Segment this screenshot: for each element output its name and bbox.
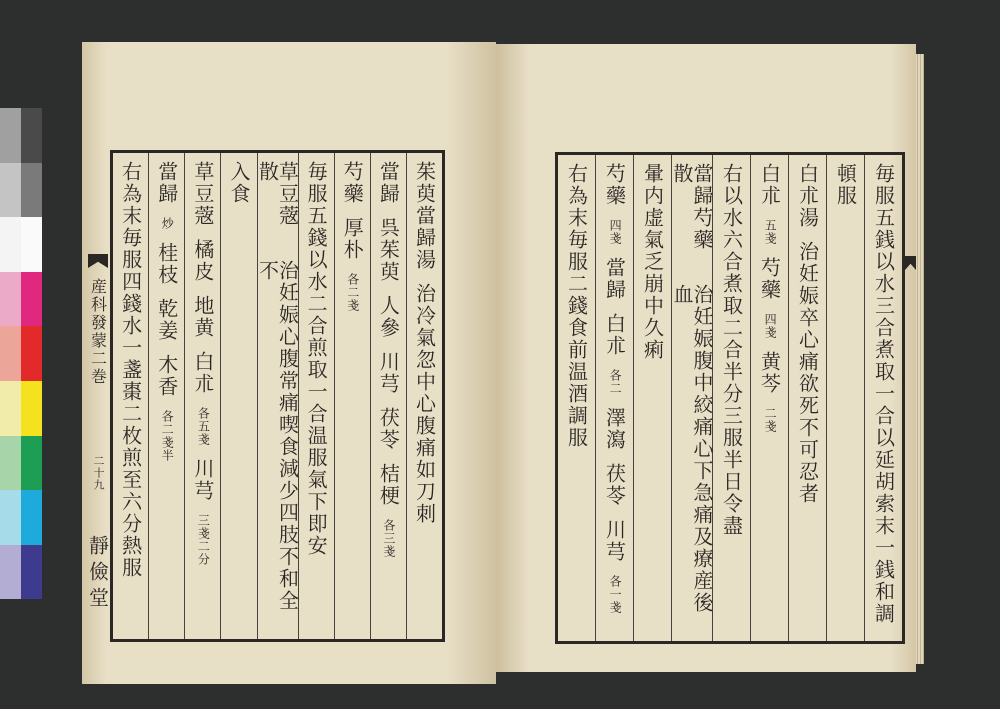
left-page: [82, 42, 496, 684]
text-segment: 乾姜: [154, 298, 179, 342]
text-segment: 當歸: [154, 161, 179, 205]
text-segment: 川芎: [376, 351, 401, 395]
text-column: [864, 155, 902, 641]
text-column: [712, 155, 750, 641]
color-calibration-strip: [0, 108, 42, 600]
text-segment: 治妊娠腹中絞痛心下急痛及療産後血: [670, 284, 714, 615]
text-column: [148, 153, 184, 639]
color-patch: [0, 381, 21, 436]
color-patch: [0, 163, 21, 218]
fishtail-mark: [88, 254, 108, 268]
text-segment: 治冷氣忽中心腹痛如刀刺: [412, 283, 437, 525]
text-segment: 川芎: [190, 458, 215, 502]
text-segment: 入食: [226, 161, 251, 205]
dosage-note: 三戔二分: [196, 514, 211, 566]
dosage-note: 二戔: [763, 407, 778, 433]
text-segment: 右以水六合煮取二合半分三服半日令盡: [719, 163, 744, 537]
color-patch: [21, 490, 42, 545]
publisher-name: 靜儉堂: [85, 535, 110, 613]
dosage-note: 各三戔: [381, 519, 396, 558]
folio-number: 二十九: [92, 455, 105, 491]
text-column: [113, 153, 148, 639]
text-column: [334, 153, 370, 639]
text-frame: [110, 150, 445, 642]
text-segment: 橘皮: [190, 239, 215, 283]
color-patch: [21, 217, 42, 272]
text-segment: 茯苓: [602, 463, 627, 507]
color-patch: [0, 436, 21, 491]
text-segment: 茱萸當歸湯: [412, 161, 437, 271]
text-segment: 毎服五錢以水二合煎取一合温服氣下即安: [304, 161, 329, 557]
text-column: [633, 155, 671, 641]
text-segment: 草豆蔲散: [255, 161, 300, 227]
text-segment: 桔梗: [376, 463, 401, 507]
text-segment: 桂枝: [154, 242, 179, 286]
text-segment: 草豆蔲: [190, 161, 215, 227]
color-patch: [21, 545, 42, 600]
text-segment: 澤瀉: [602, 407, 627, 451]
color-patch: [0, 490, 21, 545]
color-patch: [21, 326, 42, 381]
color-patch: [0, 545, 21, 600]
color-patch: [21, 436, 42, 491]
color-patch: [21, 272, 42, 327]
text-segment: 芍藥: [602, 163, 627, 207]
fold-margin: [86, 150, 110, 642]
text-segment: 白朮: [757, 163, 782, 207]
text-segment: 治妊娠卒心痛欲死不可忍者: [795, 241, 820, 505]
right-page: [496, 44, 916, 672]
text-segment: 白朮湯: [795, 163, 820, 229]
text-column: [671, 155, 712, 641]
text-segment: 地黄: [190, 295, 215, 339]
text-segment: 頓服: [833, 163, 858, 207]
fold-margin: [905, 152, 916, 644]
dosage-note: 四戔: [763, 313, 778, 339]
text-segment: 治妊娠心腹常痛喫食減少四肢不和全不: [255, 260, 300, 613]
text-segment: 右為末毎服二錢食前温酒調服: [564, 163, 589, 449]
dosage-note: 炒: [160, 217, 175, 230]
text-segment: 當歸: [602, 257, 627, 301]
text-column: [184, 153, 220, 639]
text-segment: 呉茱萸: [376, 217, 401, 283]
text-segment: 毎服五銭以水三合煮取一合以延胡索末一銭和調: [871, 163, 896, 625]
text-column: [595, 155, 633, 641]
text-segment: 黄芩: [757, 351, 782, 395]
text-segment: 川芎: [602, 519, 627, 563]
text-column: [370, 153, 406, 639]
color-patch: [0, 326, 21, 381]
text-segment: 茯苓: [376, 407, 401, 451]
color-patch: [21, 163, 42, 218]
text-frame: [555, 152, 905, 644]
dosage-note: 四戔: [608, 219, 623, 245]
text-segment: 人參: [376, 295, 401, 339]
text-segment: 當歸: [376, 161, 401, 205]
dosage-note: 各二戔半: [160, 410, 175, 462]
text-segment: 白朮: [190, 351, 215, 395]
fishtail-mark: [905, 256, 916, 270]
dosage-note: 五戔: [763, 219, 778, 245]
text-segment: 厚朴: [340, 217, 365, 261]
text-column: [220, 153, 256, 639]
dosage-note: 各二戔: [345, 273, 360, 312]
text-column: [750, 155, 788, 641]
text-segment: 白朮: [602, 313, 627, 357]
dosage-note: 各一戔: [608, 575, 623, 614]
dosage-note: 各二: [608, 369, 623, 395]
color-patch: [21, 381, 42, 436]
text-segment: 芍藥: [340, 161, 365, 205]
color-patch: [0, 108, 21, 163]
text-column: [826, 155, 864, 641]
dosage-note: 各五戔: [196, 407, 211, 446]
text-segment: 右為末毎服四錢水一盞棗二枚煎至六分熱服: [118, 161, 143, 579]
color-patch: [0, 272, 21, 327]
text-column: [406, 153, 442, 639]
text-column: [558, 155, 595, 641]
text-column: [788, 155, 826, 641]
text-segment: 當歸芍藥散: [670, 163, 714, 251]
text-segment: 暈内虚氣乏崩中久痢: [640, 163, 665, 361]
book-title: 産科發蒙二巻: [88, 278, 108, 386]
text-column: [298, 153, 334, 639]
text-column: [257, 153, 298, 639]
text-segment: 木香: [154, 354, 179, 398]
text-segment: 芍藥: [757, 257, 782, 301]
color-patch: [0, 217, 21, 272]
color-patch: [21, 108, 42, 163]
